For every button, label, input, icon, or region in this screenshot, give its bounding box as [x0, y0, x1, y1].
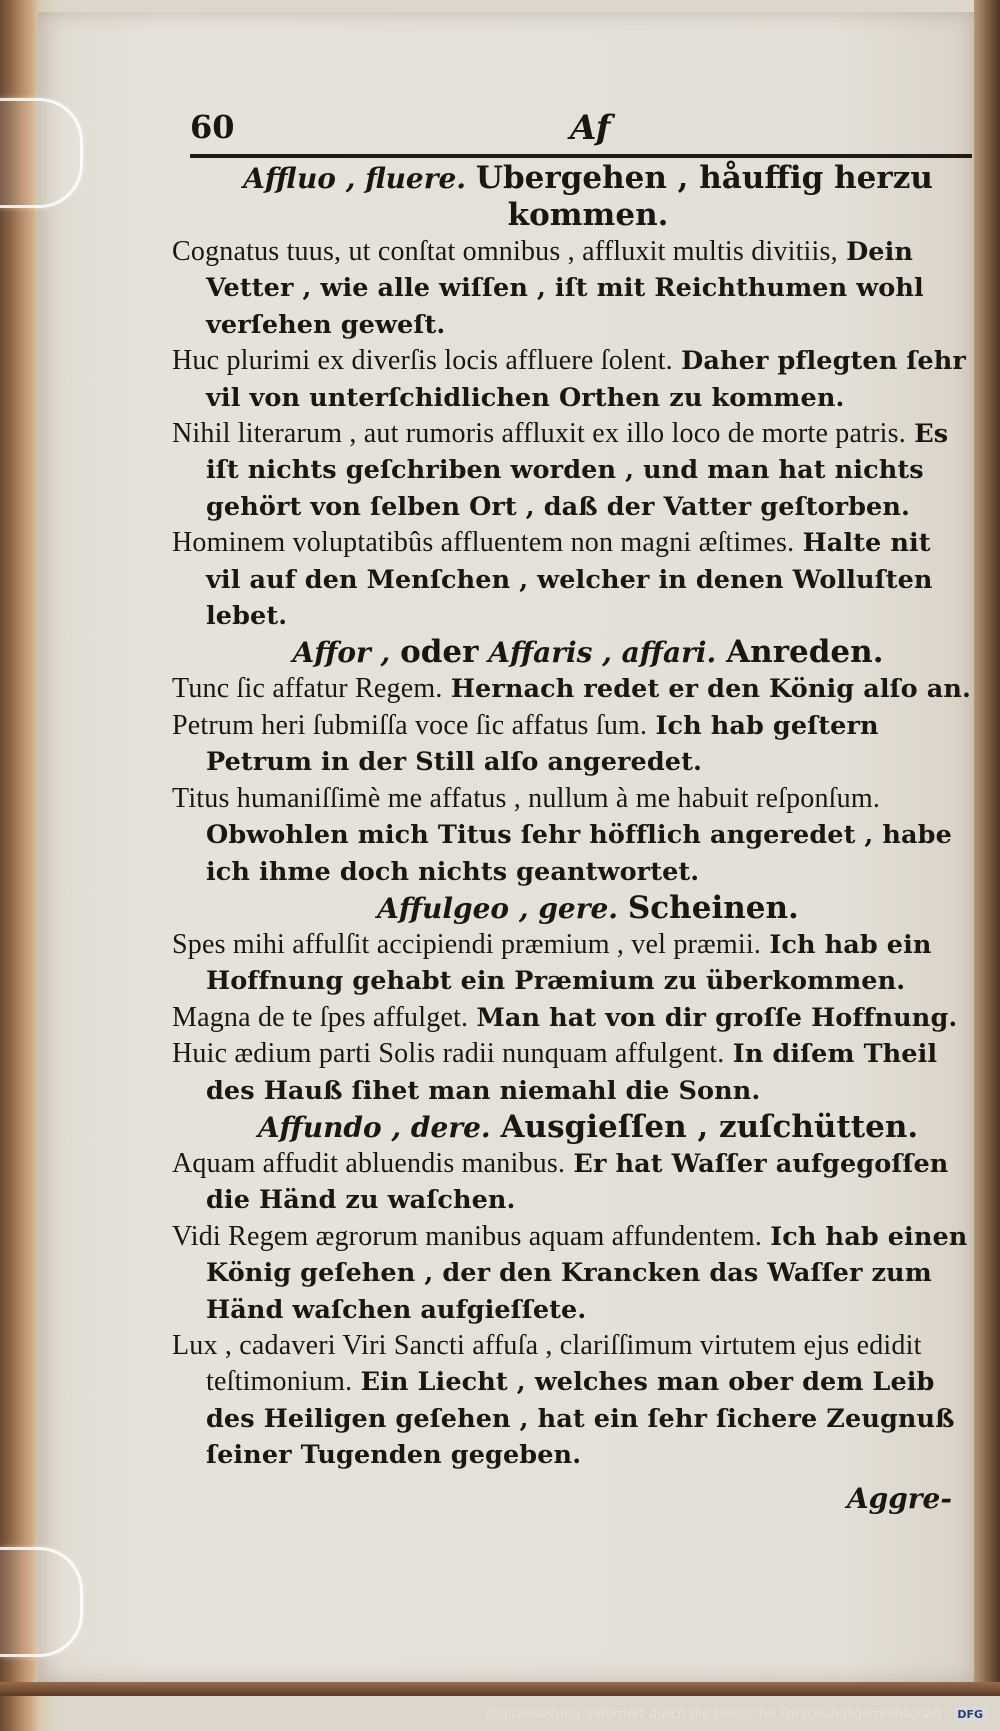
german-translation: Ich hab geſtern Petrum in der Still alſo angeredet.	[206, 710, 879, 778]
dictionary-entry	[172, 160, 974, 634]
page-header	[190, 108, 970, 158]
entry-headword	[172, 890, 974, 927]
headword-latin: Affluo , fluere.	[243, 162, 467, 195]
latin-text: Magna de te ſpes affulget.	[172, 1001, 469, 1033]
example-phrase	[172, 1146, 974, 1219]
german-translation: Man hat von dir groſſe Hoffnung.	[476, 1002, 958, 1033]
latin-text: Spes mihi affulſit accipiendi præmium , vel præmii.	[172, 928, 762, 960]
headword-latin-variant: Affaris , affari.	[478, 636, 717, 670]
headword-connector: oder	[400, 634, 479, 671]
footer-text: Digitalisierung gefördert durch die Deutsche Forschungsgemeinschaft ·	[485, 1707, 951, 1722]
headword-german: Scheinen.	[627, 889, 799, 926]
latin-text: Cognatus tuus, ut conſtat omnibus , affluxit multis divitiis,	[172, 236, 838, 267]
latin-text: Hominem voluptatibûs affluentem non magni æſtimes.	[172, 527, 795, 559]
page-edge-bottom	[0, 1682, 1000, 1696]
catchword: Aggre-	[846, 1481, 952, 1515]
latin-text: Titus humaniſſimè me affatus , nullum à me habuit reſponſum.	[172, 782, 881, 814]
example-phrase	[172, 708, 974, 781]
page-number: 60	[190, 108, 235, 146]
page-edge-right	[974, 0, 1000, 1690]
german-translation: Dein Vetter , wie alle wiſſen , iſt mit Reichthumen wohl verſehen geweſt.	[206, 237, 924, 340]
dictionary-entry	[172, 1109, 974, 1474]
example-phrase	[172, 1219, 974, 1328]
headword-german: Anreden.	[726, 634, 884, 671]
example-phrase	[172, 416, 974, 525]
dictionary-entry	[172, 890, 974, 1109]
example-phrase	[172, 234, 974, 343]
latin-text: Tunc ſic affatur Regem.	[172, 673, 443, 705]
german-translation: Hernach redet er den König alſo an.	[450, 674, 971, 705]
example-phrase	[172, 781, 974, 890]
latin-text: Petrum heri ſubmiſſa voce ſic affatus ſum.	[172, 709, 648, 741]
example-phrase	[172, 525, 974, 634]
dfg-logo: DFG	[954, 1707, 986, 1722]
header-rule	[190, 154, 972, 158]
german-translation: Halte nit vil auf den Menſchen , welcher in denen Wolluſten lebet.	[206, 528, 933, 632]
example-phrase	[172, 671, 974, 707]
page-clip-bottom	[0, 1547, 83, 1657]
example-phrase	[172, 1328, 974, 1474]
german-translation: Ich hab ein Hoffnung gehabt ein Præmium zu überkommen.	[206, 929, 932, 997]
german-translation: Ich hab einen König geſehen , der den Krancken das Waſſer zum Händ waſchen aufgieſſete.	[206, 1221, 968, 1325]
headword-latin: Affulgeo , gere.	[377, 891, 619, 925]
example-phrase	[172, 343, 974, 416]
example-phrase	[172, 1000, 974, 1036]
latin-text: Vidi Regem ægrorum manibus aquam affundentem.	[172, 1220, 763, 1252]
headword-german: Ubergehen , håuffig herzu kommen.	[475, 160, 933, 233]
latin-text: Nihil literarum , aut rumoris affluxit ex illo loco de morte patris.	[172, 418, 906, 450]
headword-latin: Affundo , dere.	[257, 1110, 491, 1144]
headword-latin: Affor ,	[292, 636, 401, 670]
page-clip-top	[0, 98, 83, 208]
example-phrase	[172, 1036, 974, 1109]
latin-text: Aquam affudit abluendis manibus.	[172, 1147, 566, 1179]
german-translation: Daher pflegten ſehr vil von unterſchidlichen Orthen zu kommen.	[206, 346, 966, 413]
dictionary-content	[172, 160, 974, 1515]
german-translation: Ein Liecht , welches man ober dem Leib des Heiligen geſehen , hat ein ſehr ſichere Zeugnuß ſeiner Tugenden gegeben.	[206, 1367, 955, 1471]
entry-headword	[172, 634, 974, 671]
german-translation: Er hat Waſſer aufgegoſſen die Händ zu waſchen.	[206, 1148, 949, 1216]
german-translation: In diſem Theil des Hauß ſihet man niemahl die Sonn.	[206, 1039, 938, 1106]
latin-text: Huc plurimi ex diverſis locis affluere ſolent.	[172, 345, 673, 377]
example-phrase	[172, 927, 974, 1000]
entry-headword	[172, 160, 974, 234]
german-translation: Obwohlen mich Titus ſehr höfflich angeredet , habe ich ihme doch nichts geantwortet.	[206, 820, 952, 887]
latin-text: Lux , cadaveri Viri Sancti affuſa , clariſſimum virtutem ejus edidit teſtimonium.	[172, 1329, 922, 1398]
dictionary-entry	[172, 634, 974, 889]
headword-german: Ausgieſſen , zuſchütten.	[500, 1108, 919, 1145]
german-translation: Es iſt nichts geſchriben worden , und man hat nichts gehört von ſelben Ort , daß der Vatter geſtorben.	[206, 419, 949, 522]
digitization-footer	[486, 1707, 986, 1722]
running-head: Af	[570, 108, 611, 148]
entry-headword	[172, 1109, 974, 1146]
latin-text: Huic ædium parti Solis radii nunquam affulgent.	[172, 1038, 725, 1070]
